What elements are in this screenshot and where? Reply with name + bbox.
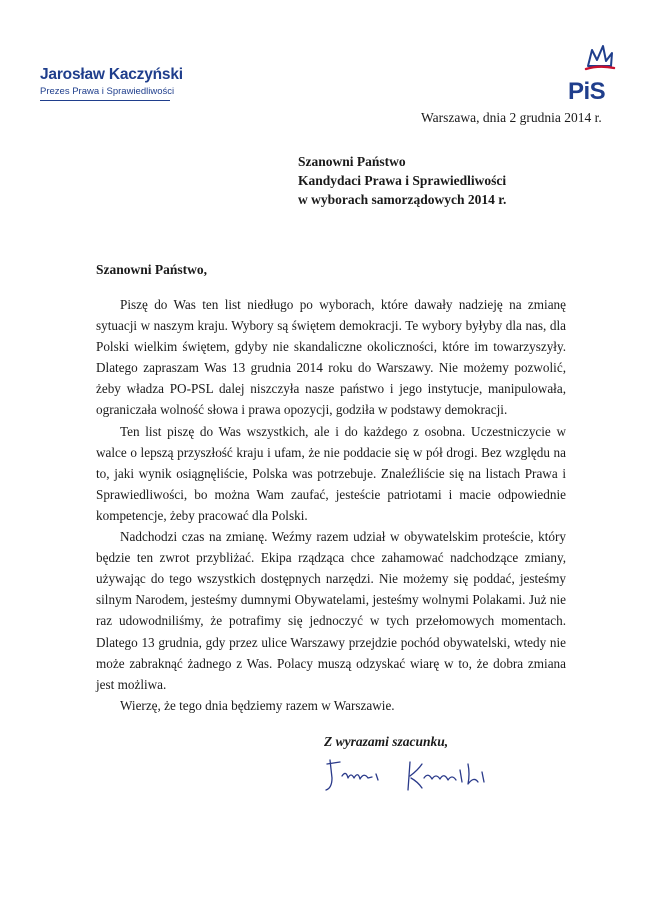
handwritten-signature-icon <box>318 752 508 802</box>
body-paragraph: Piszę do Was ten list niedługo po wyborach, które dawały nadzieję na zmianę sytuacji w naszym kraju. Wybory są świętem demokracji. Te wybory byłyby dla nas, dla Polski wielkim świętem, gdyby nie skandaliczne okoliczności, które im towarzyszyły. Dlatego zapraszam Was 13 grudnia 2014 roku do Warszawy. Nie możemy pozwolić, żeby władza PO-PSL dalej niszczyła nasze państwo i jego instytucje, manipulowała, ograniczała wolność słowa i prawa opozycji, godziła w podstawy demokracji. <box>96 297 566 418</box>
body-paragraph: Ten list piszę do Was wszystkich, ale i do każdego z osobna. Uczestniczycie w walce o lepszą przyszłość kraju i ufam, że nie poddacie się w pół drogi. Bez względu na to, jaki wynik osiągnęliście, Polska was potrzebuje. Znaleźliście się na listach Prawa i Sprawiedliwości, bo można Wam zaufać, jesteście patriotami i macie odpowiednie kompetencje, żeby pracować dla Polski. <box>96 423 566 523</box>
letter-date: Warszawa, dnia 2 grudnia 2014 r. <box>421 110 602 125</box>
letter-body <box>96 294 566 716</box>
closing-line: Z wyrazami szacunku, <box>324 734 449 749</box>
sender-role: Prezes Prawa i Sprawiedliwości <box>40 86 170 101</box>
recipient-block <box>298 152 506 209</box>
body-paragraph: Nadchodzi czas na zmianę. Weźmy razem udział w obywatelskim proteście, który będzie ten zwrot przybliżać. Ekipa rządząca chce zahamować nadchodzące zmiany, używając do tego wszystkich dostępnych narzędzi. Nie możemy się poddać, jesteśmy silnym Narodem, jesteśmy dumnymi Obywatelami, jesteśmy wolnymi Polakami. Już nie raz udowodniliśmy, że potrafimy się jednoczyć w tych przełomowych momentach. Dlatego 13 grudnia, gdy przez ulice Warszawy przejdzie pochód obywatelski, wtedy nie może zabraknąć żadnego z Was. Polacy muszą odzyskać wiarę w to, że dobra zmiana jest możliwa. <box>96 529 566 692</box>
sender-name: Jarosław Kaczyński <box>40 66 183 83</box>
recipient-line: Kandydaci Prawa i Sprawiedliwości <box>298 173 507 188</box>
letterhead-sender <box>40 66 183 101</box>
body-paragraph: Wierzę, że tego dnia będziemy razem w Warszawie. <box>120 697 395 713</box>
salutation: Szanowni Państwo, <box>96 262 208 277</box>
logo-text: PiS <box>568 78 606 105</box>
recipient-line: w wyborach samorządowych 2014 r. <box>298 192 507 207</box>
recipient-line: Szanowni Państwo <box>298 154 406 169</box>
